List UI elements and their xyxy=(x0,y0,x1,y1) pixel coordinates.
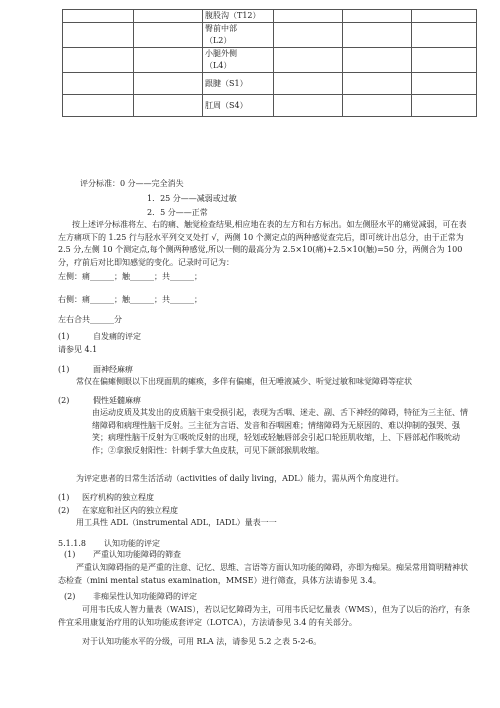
total-record: 左右合共______分 xyxy=(58,315,122,324)
closing-note: 对于认知功能水平的分级，可用 RLA 法，请参见 5.2 之表 5-2-6。 xyxy=(82,637,322,646)
subsection-body: 可用韦氏成人智力量表（WAIS），若以记忆障碍为主，可用韦氏记忆量表（WMS），但为了以后的治疗，有条件宜采用康复治疗用的认知功能成套评定（LOTCA），方法请参见 3.4 的有关部分。 xyxy=(58,605,471,627)
subsection-body: 严重认知障碍指的是严重的注意、记忆、思维、言语等方面认知功能的障碍，亦即为痴呆。痴呆常用简明精神状态检查（mini mental status examination，MMSE）进行筛查，具体方法请参见 3.4。 xyxy=(58,563,468,585)
right-side-record: 右侧：痛______；触______；共______； xyxy=(58,295,202,304)
subsection-title: 严重认知功能障碍的筛查 xyxy=(93,550,181,559)
section-number: 5.1.1.8 xyxy=(58,539,86,548)
adl-tools: 用工具性 ADL（instrumental ADL，IADL）量表一一 xyxy=(76,518,277,527)
table-cell: 跟腱（S1） xyxy=(203,73,274,95)
section-title: 面神经麻痹 xyxy=(93,365,133,374)
paragraph-scoring-method: 按上述评分标准将左、右的痛、触觉检查结果,相应地在表的左方和右方标出。如左侧胫水平的痛觉减弱，可在表左方痛项下的 1.25 行与胫水平列交叉处打 √，两侧 10 个测定点的两种感觉查完后，即可统计出总分，由于正常为 2.5 分,左侧 10 个测定点,每个侧两种感觉,所以一侧的最高分为 2.5×10(痛)+2.5×10(触)=50 分，两侧合为 100 分，疗前后对比即知感觉的变化。记录时可记为： xyxy=(58,220,467,267)
table-cell: 腹股沟（T12） xyxy=(203,10,274,23)
table-cell: 臀前中部 （L2） xyxy=(203,23,274,48)
section-reference: 请参见 4.1 xyxy=(58,345,98,354)
section-number: (1) xyxy=(58,365,70,374)
section-title: 认知功能的评定 xyxy=(104,539,160,548)
adl-intro: 为评定患者的日常生活活动（activities of daily living，ADL）能力，需从两个角度进行。 xyxy=(76,474,404,483)
section-number: (2) xyxy=(58,396,70,405)
section-body: 常仅在偏瘫侧眼以下出现面肌的瘫痪，多伴有偏瘫，但无唾液减少、听觉过敏和味觉障碍等症状 xyxy=(76,377,412,386)
list-item: 医疗机构的独立程度 xyxy=(82,493,154,502)
left-side-record: 左侧：痛______；触______；共______； xyxy=(58,272,202,281)
section-title: 自发痛的评定 xyxy=(93,332,141,341)
sensory-table xyxy=(62,9,477,117)
scoring-item-1: 1．25 分——减弱或过敏 xyxy=(147,194,237,203)
section-title: 假性延髓麻痹 xyxy=(93,396,141,405)
table-row xyxy=(63,95,477,117)
table-row xyxy=(63,73,477,95)
subsection-title: 非痴呆性认知功能障碍的评定 xyxy=(93,592,197,601)
scoring-title: 评分标准：0 分——完全消失 xyxy=(80,179,184,188)
section-number: (1) xyxy=(58,332,70,341)
table-row xyxy=(63,23,477,48)
table-row xyxy=(63,48,477,73)
table-row xyxy=(63,10,477,23)
list-item: 在家庭和社区内的独立程度 xyxy=(82,506,178,515)
subsection-number: (2) xyxy=(64,592,76,601)
scoring-item-2: 2．5 分——正常 xyxy=(147,208,208,217)
list-item-number: (1) xyxy=(58,493,70,502)
subsection-number: (1) xyxy=(64,550,76,559)
list-item-number: (2) xyxy=(58,506,70,515)
table-cell: 小腿外侧 （L4） xyxy=(203,48,274,73)
section-body: 由运动皮质及其发出的皮质脑干束受损引起，表现为舌咽、迷走、副、舌下神经的障碍，特征为三主征、情绪障碍和病理性脑干反射。三主征为言语、发音和吞咽困难；情绪障碍为无原因的、难以抑制的强哭、强笑；病理性脑干反射为①吸吮反射的出现，轻划或轻触唇部会引起口轮匝肌收缩，上、下唇部起作吸吮动作；②拿猴反射阳性：针刺手掌大鱼皮肤，可见下颌部猴肌收缩。 xyxy=(92,408,468,455)
table-cell: 肛周（S4） xyxy=(203,95,274,117)
